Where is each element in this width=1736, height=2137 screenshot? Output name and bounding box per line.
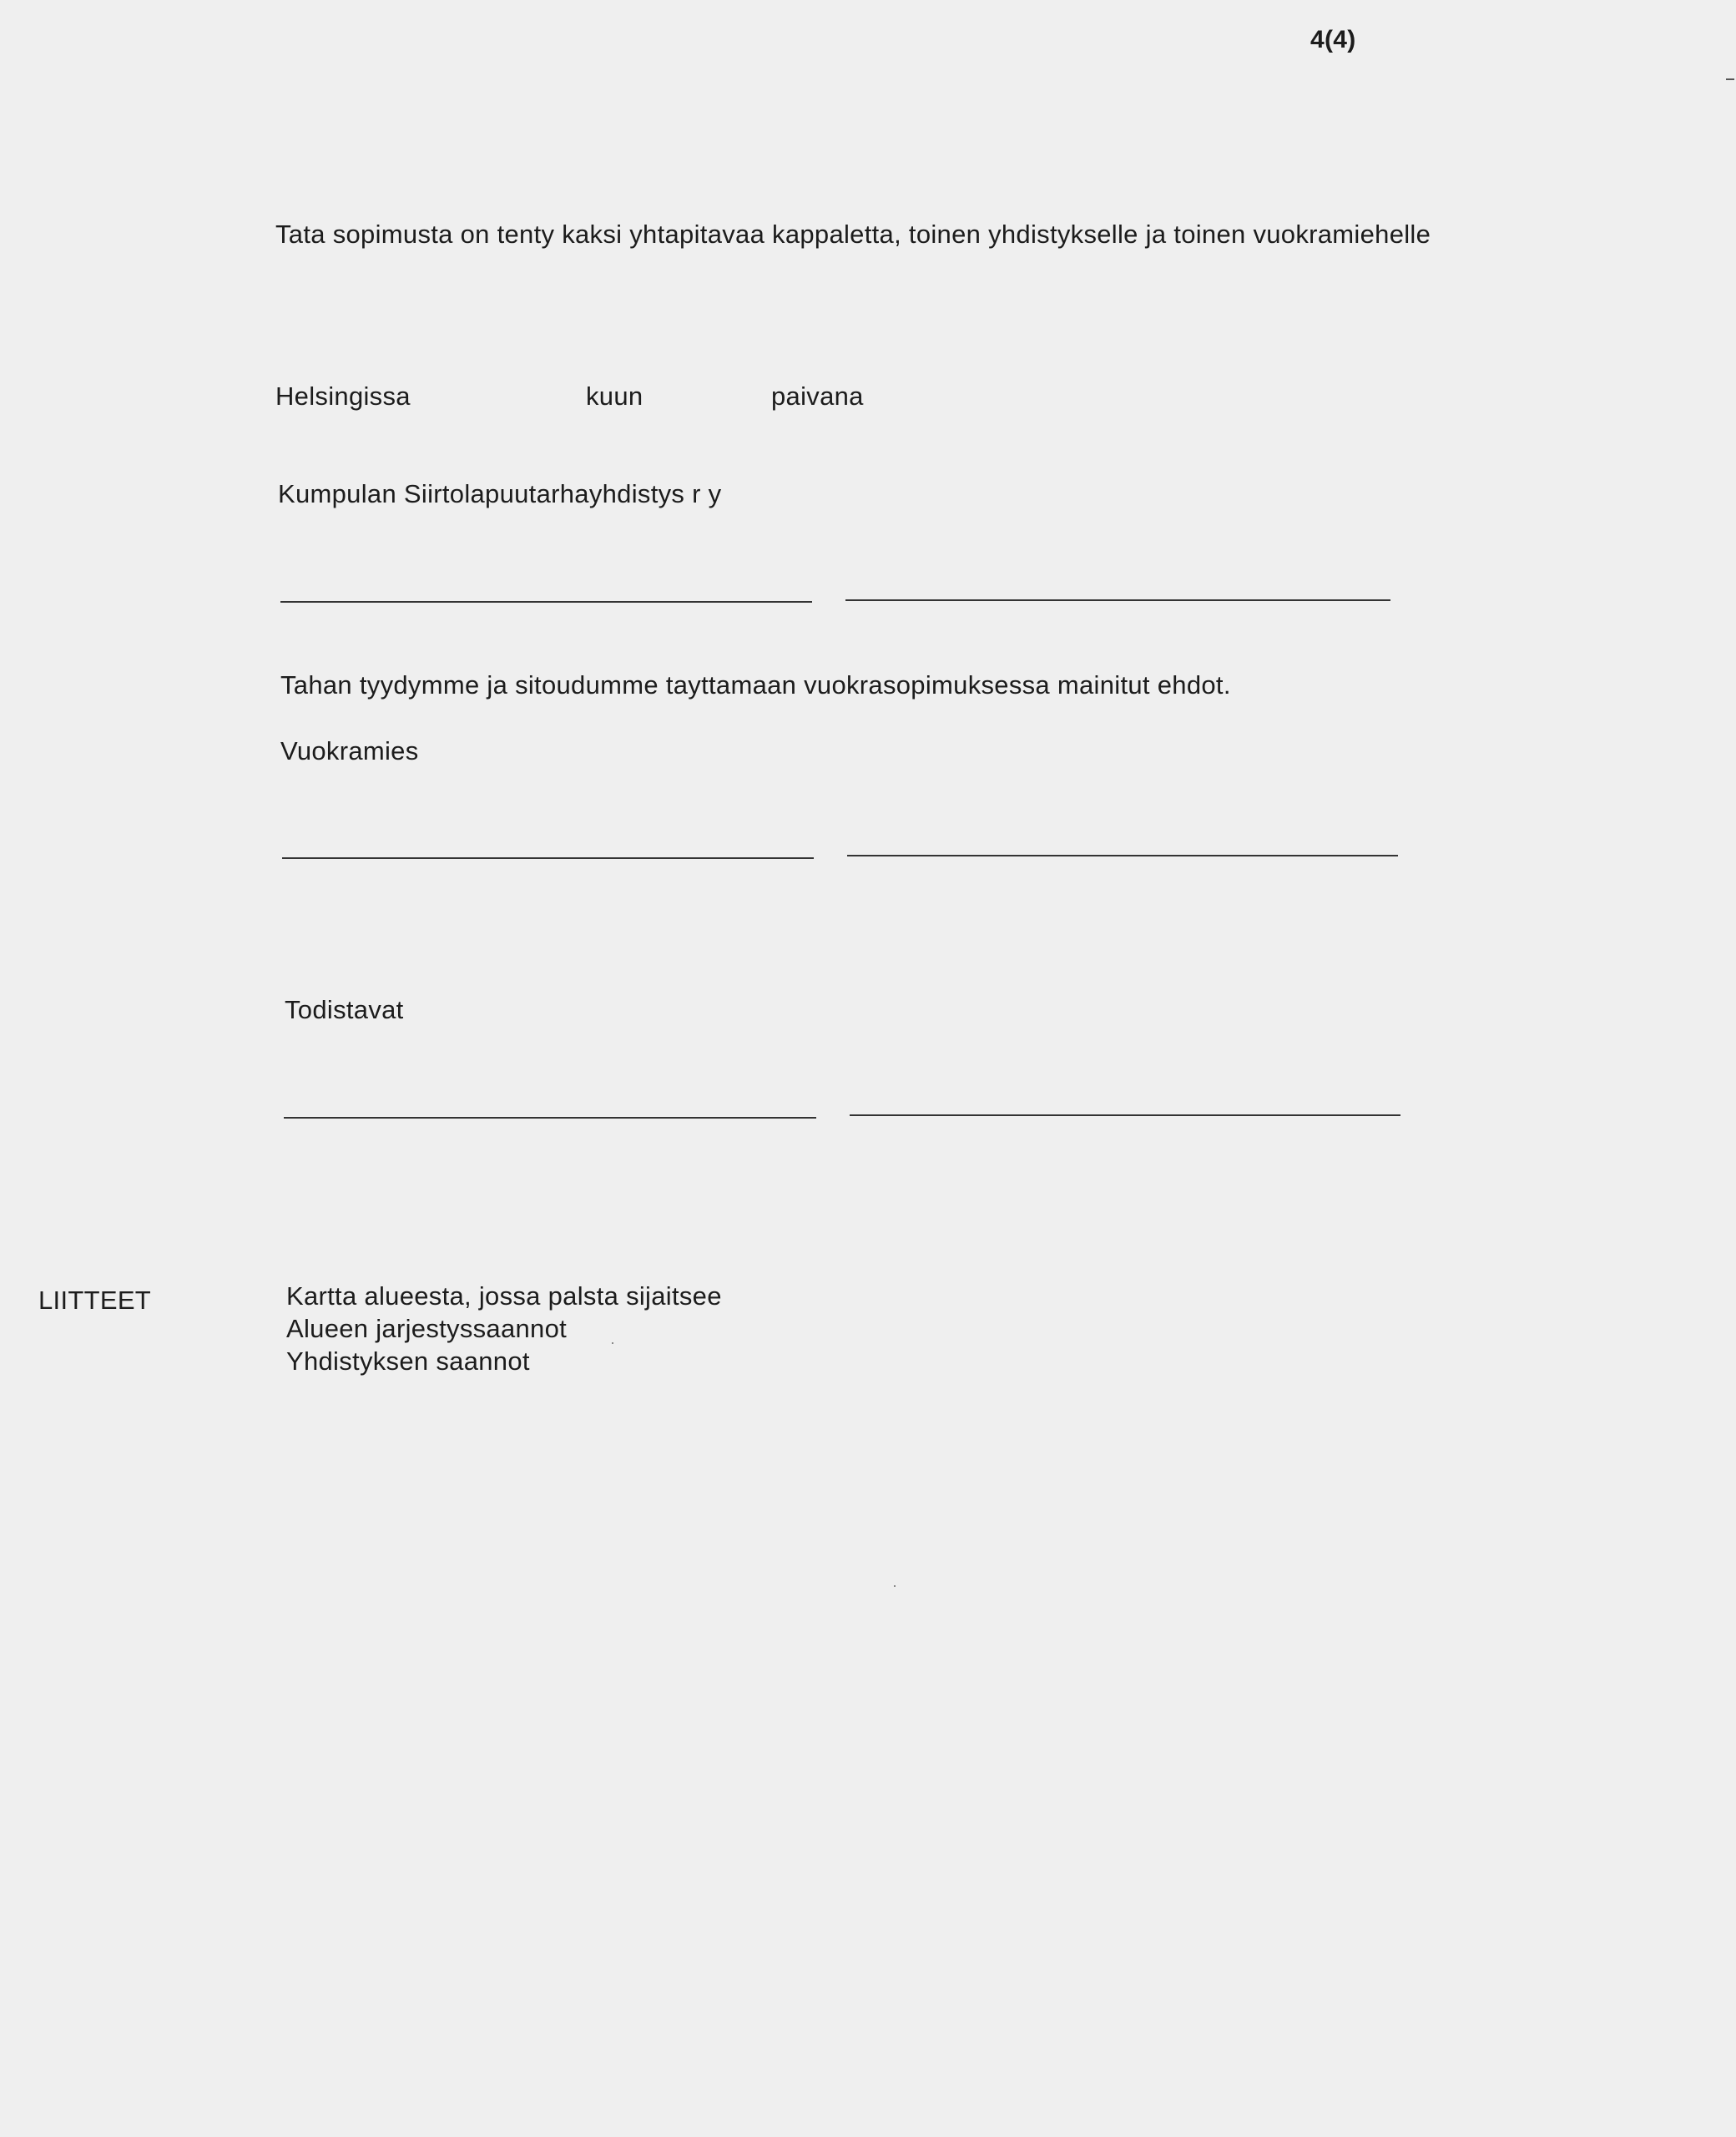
witnesses-label: Todistavat xyxy=(285,995,404,1024)
annex-item-association-rules: Yhdistyksen saannot xyxy=(286,1346,530,1376)
place-label: Helsingissa xyxy=(275,381,411,411)
page-number: 4(4) xyxy=(1310,26,1356,53)
association-signature-line-2 xyxy=(845,599,1390,601)
annex-item-area-rules: Alueen jarjestyssaannot xyxy=(286,1314,568,1343)
scan-speck xyxy=(894,1585,896,1587)
tenant-signature-line-2 xyxy=(847,855,1398,856)
intro-paragraph: Tata sopimusta on tenty kaksi yhtapitavaa kappaletta, toinen yhdistykselle ja toinen vuokramiehelle xyxy=(275,220,1431,249)
annexes-heading: LIITTEET xyxy=(38,1286,152,1315)
witness-signature-line-2 xyxy=(850,1114,1400,1116)
day-label: paivana xyxy=(771,381,864,411)
agreement-statement: Tahan tyydymme ja sitoudumme tayttamaan vuokrasopimuksessa mainitut ehdot. xyxy=(280,670,1231,700)
association-name: Kumpulan Siirtolapuutarhayhdistys r y xyxy=(278,479,722,508)
annex-list xyxy=(286,1280,722,1377)
annex-item-map: Kartta alueesta, jossa palsta sijaitsee xyxy=(286,1281,722,1311)
tenant-signature-line-1 xyxy=(282,857,814,859)
scan-speck xyxy=(612,1342,613,1344)
scan-edge-mark xyxy=(1726,78,1734,80)
month-label: kuun xyxy=(586,381,643,411)
tenant-label: Vuokramies xyxy=(280,736,419,765)
witness-signature-line-1 xyxy=(284,1117,816,1119)
association-signature-line-1 xyxy=(280,601,812,603)
